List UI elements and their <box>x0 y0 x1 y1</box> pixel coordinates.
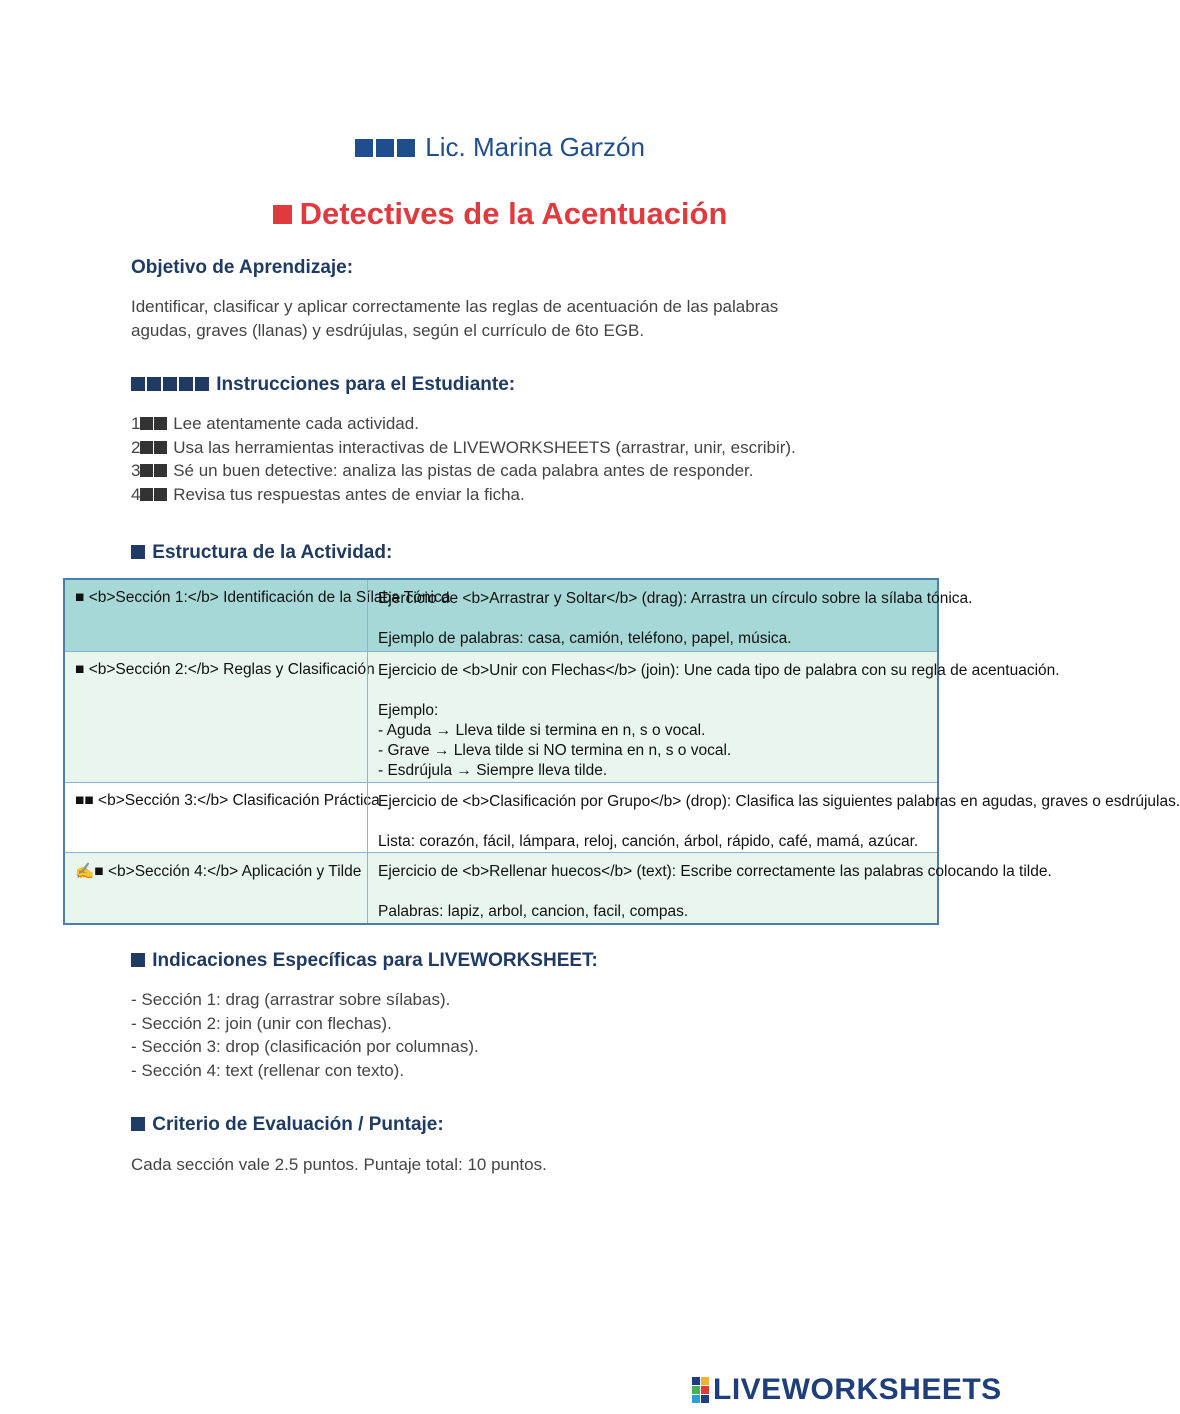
section-cell: ■ <b>Sección 2:</b> Reglas y Clasificación <box>75 661 375 678</box>
evaluation-heading: Criterio de Evaluación / Puntaje: <box>131 1114 444 1136</box>
description-cell: Ejercicio de <b>Clasificación por Grupo</b> (drop): Clasifica las siguientes palabras en agudas, graves o esdrújulas. Lista: corazón, fácil, lámpara, reloj, canción, árbol, rápido, café, mamá, azúcar. <box>367 783 368 852</box>
description-cell: Ejercicio de <b>Rellenar huecos</b> (text): Escribe correctamente las palabras colocando la tilde. Palabras: lapiz, arbol, cancion, facil, compas. <box>367 853 368 923</box>
table-row <box>65 580 973 652</box>
evaluation-text: Cada sección vale 2.5 puntos. Puntaje total: 10 puntos. <box>131 1155 547 1174</box>
objective-line: Identificar, clasificar y aplicar correctamente las reglas de acentuación de las palabras <box>131 297 779 316</box>
section-cell: ■ <b>Sección 1:</b> Identificación de la Sílaba Tónica <box>75 589 451 606</box>
instruction-item: 2 Usa las herramientas interactivas de LIVEWORKSHEETS (arrastrar, unir, escribir). <box>131 437 796 457</box>
section-cell: ■■ <b>Sección 3:</b> Clasificación Práctica <box>75 792 380 809</box>
description-cell: Ejercicio de <b>Unir con Flechas</b> (join): Une cada tipo de palabra con su regla de acentuación. Ejemplo: - Aguda → Lleva tilde si termina en n, s o vocal. - Grave → Lleva tilde si NO termina en n, s o vocal. - Esdrújula → Siempre lleva tilde. <box>367 652 368 782</box>
table-row <box>65 652 1060 783</box>
objective-heading: Objetivo de Aprendizaje: <box>131 257 354 278</box>
indications-square-icon <box>131 953 145 967</box>
objective-line: agudas, graves (llanas) y esdrújulas, según el currículo de 6to EGB. <box>131 320 645 340</box>
liveworksheets-logo-icon <box>692 1377 709 1403</box>
instructions-squares-icon <box>131 374 211 395</box>
page-title: Detectives de la Acentuación <box>0 196 1000 232</box>
instructions-heading: Instrucciones para el Estudiante: <box>131 374 515 396</box>
logo-text: LIVEWORKSHEETS <box>713 1373 1002 1406</box>
instruction-item: 1 Lee atentamente cada actividad. <box>131 414 419 433</box>
indications-heading: Indicaciones Específicas para LIVEWORKSHEET: <box>131 950 598 972</box>
instruction-item: 4 Revisa tus respuestas antes de enviar la ficha. <box>131 484 525 504</box>
indication-item: - Sección 3: drop (clasificación por columnas). <box>131 1037 479 1056</box>
table-row <box>65 783 1180 853</box>
author-name: Lic. Marina Garzón <box>0 132 1000 163</box>
title-square-icon <box>273 205 292 224</box>
liveworksheets-logo[interactable] <box>692 1374 1002 1406</box>
indication-item: - Sección 2: join (unir con flechas). <box>131 1013 392 1033</box>
activity-structure-table <box>63 578 1180 925</box>
evaluation-square-icon <box>131 1117 145 1131</box>
objective-text <box>131 295 891 342</box>
author-squares-icon <box>355 132 418 162</box>
description-cell: Ejercicio de <b>Arrastrar y Soltar</b> (drag): Arrastra un círculo sobre la sílaba tónica. Ejemplo de palabras: casa, camión, teléfono, papel, música. <box>367 580 368 651</box>
indications-list <box>131 988 891 1082</box>
instruction-item: 3 Sé un buen detective: analiza las pistas de cada palabra antes de responder. <box>131 461 754 480</box>
structure-square-icon <box>131 545 145 559</box>
section-cell: ✍■ <b>Sección 4:</b> Aplicación y Tilde <box>75 863 362 880</box>
structure-heading: Estructura de la Actividad: <box>131 542 392 564</box>
indication-item: - Sección 1: drag (arrastrar sobre sílabas). <box>131 990 451 1009</box>
indication-item: - Sección 4: text (rellenar con texto). <box>131 1060 405 1080</box>
table-row <box>65 853 1052 923</box>
instructions-list <box>131 412 891 506</box>
